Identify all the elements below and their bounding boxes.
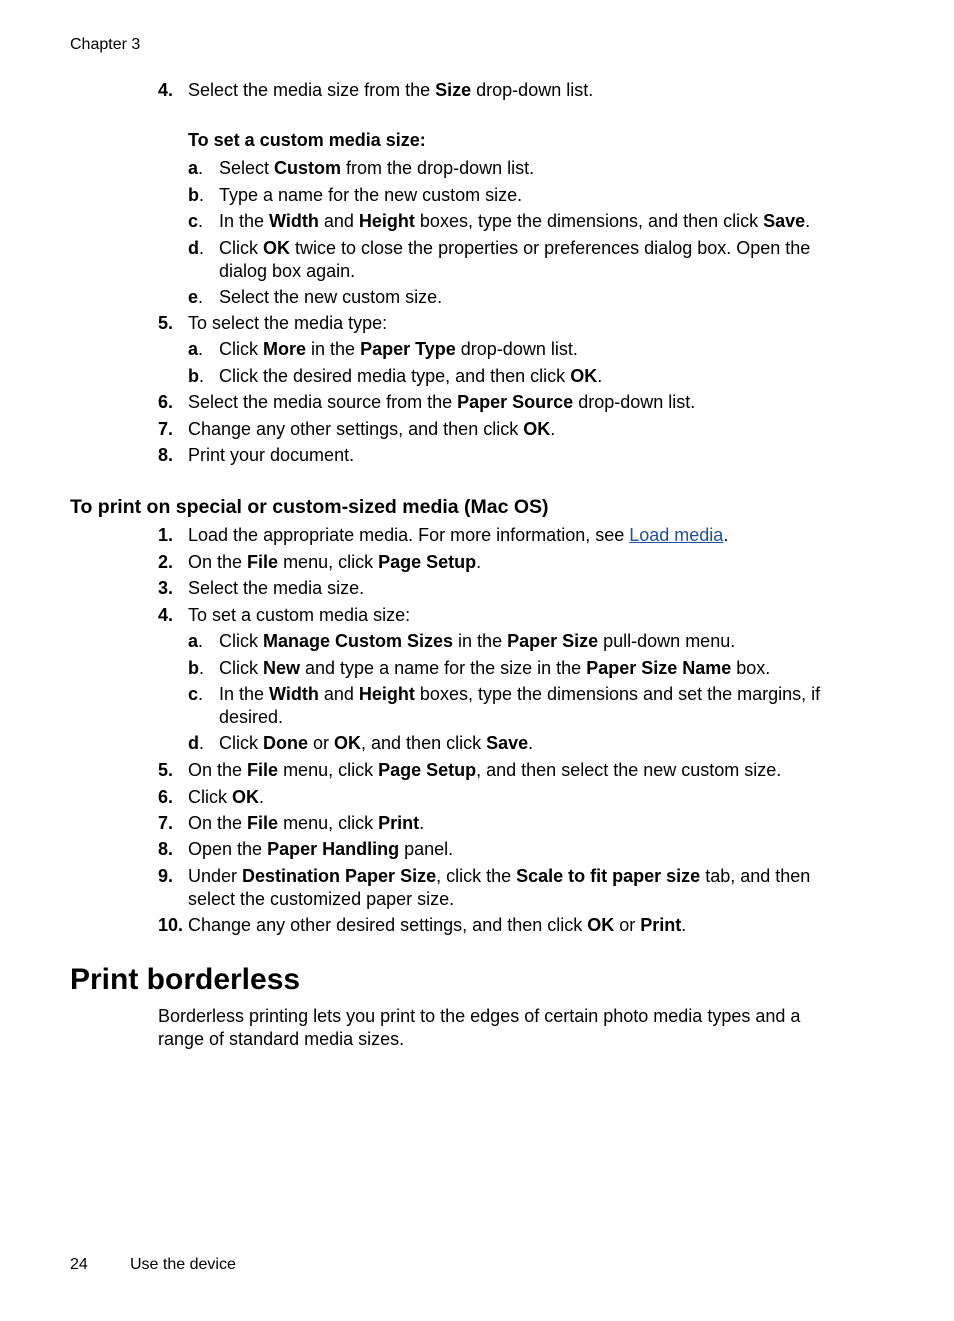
load-media-link[interactable]: Load media [629,525,724,545]
custom-media-label: To set a custom media size: [188,130,426,150]
step-text: Select the media size from the Size drop-down list. [188,80,594,100]
mac-os-heading: To print on special or custom-sized media (Mac OS) [70,496,549,518]
page-footer [70,1256,236,1274]
chapter-header: Chapter 3 [70,36,141,53]
borderless-paragraph: Borderless printing lets you print to the edges of certain photo media types and a range of standard media sizes. [158,1006,801,1049]
page-number: 24 [70,1256,88,1273]
footer-section: Use the device [130,1256,236,1273]
print-borderless-heading: Print borderless [70,963,301,996]
